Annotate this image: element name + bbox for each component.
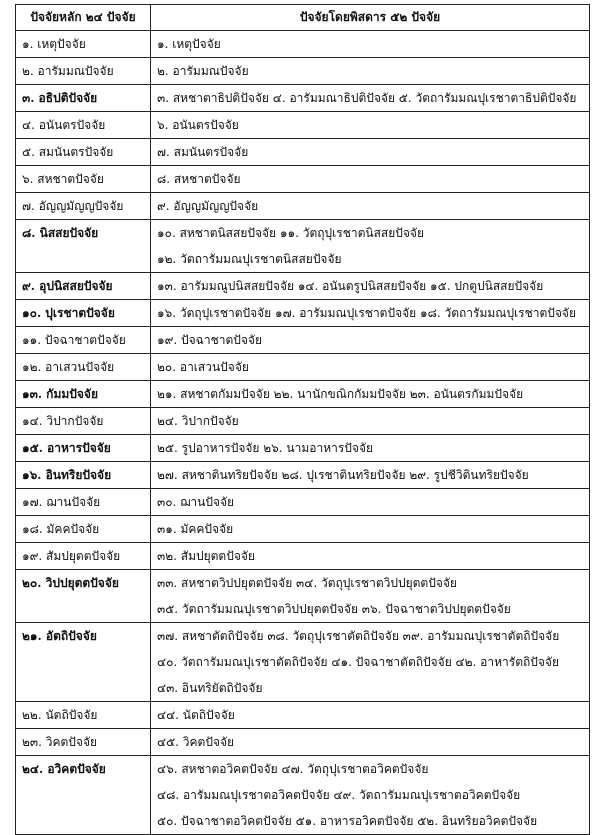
main-factor-cell: [16, 327, 151, 354]
detailed-factor-line: ๑๓. อารัมมณูปนิสสยปัจจัย ๑๔. อนันตรูปนิสสยปัจจัย ๑๕. ปกตูปนิสสยปัจจัย: [157, 279, 544, 293]
table-row: [16, 327, 590, 354]
table-row: [16, 435, 590, 462]
detailed-factor-line: ๑๒. วัตถารัมมณปุเรชาตนิสสยปัจจัย: [157, 252, 342, 266]
table-row: [16, 193, 590, 220]
main-factor-label: ๓. อธิปติปัจจัย: [22, 91, 98, 105]
main-factor-label: ๑๕. อาหารปัจจัย: [22, 441, 111, 455]
detailed-factor-line: ๒๗. สหชาตินทริยปัจจัย ๒๘. ปุเรชาตินทริยปัจจัย ๒๙. รูปชีวิตินทริยปัจจัย: [157, 468, 529, 482]
main-factor-label: ๙. อุปนิสสยปัจจัย: [22, 279, 113, 293]
main-factor-cell: [16, 435, 151, 462]
detailed-factors-cell: [151, 729, 590, 756]
detailed-factor-line: ๑๙. ปัจฉาชาตปัจจัย: [157, 333, 262, 347]
table-row: [16, 756, 590, 835]
detailed-factor-line: ๓๒. สัมปยุตตปัจจัย: [157, 549, 255, 563]
main-factor-cell: [16, 729, 151, 756]
detailed-factor-line: ๑๖. วัตถุปุเรชาตปัจจัย ๑๗. อารัมมณปุเรชาตปัจจัย ๑๘. วัตถารัมมณปุเรชาตปัจจัย: [157, 306, 576, 320]
main-factor-cell: [16, 112, 151, 139]
main-factor-label: ๑๓. กัมมปัจจัย: [22, 387, 98, 401]
main-factor-label: ๗. อัญญมัญญปัจจัย: [22, 199, 124, 213]
table-row: [16, 112, 590, 139]
main-factor-cell: [16, 273, 151, 300]
table-row: [16, 273, 590, 300]
table-row: [16, 623, 590, 702]
detailed-factor-line: ๓๓. สหชาตวิปปยุตตปัจจัย ๓๔. วัตถุปุเรชาตวิปปยุตตปัจจัย: [157, 576, 457, 590]
main-factor-label: ๑. เหตุปัจจัย: [22, 37, 86, 51]
main-factor-cell: [16, 381, 151, 408]
detailed-factor-line: ๔๓. อินทริยัตถิปัจจัย: [157, 681, 263, 695]
detailed-factors-cell: [151, 193, 590, 220]
detailed-factor-line: ๔๘. อารัมมณปุเรชาตอวิคตปัจจัย ๔๙. วัตถารัมมณปุเรชาตอวิคตปัจจัย: [157, 788, 521, 802]
detailed-factors-cell: [151, 327, 590, 354]
table-row: [16, 354, 590, 381]
detailed-factor-line: ๔๖. สหชาตอวิคตปัจจัย ๔๗. วัตถุปุเรชาตอวิคตปัจจัย: [157, 762, 429, 776]
paccaya-table: [15, 4, 590, 835]
detailed-factors-cell: [151, 85, 590, 112]
main-factor-label: ๒๔. อวิคตปัจจัย: [22, 762, 106, 776]
detailed-factors-cell: [151, 756, 590, 835]
detailed-factor-line: ๕๐. ปัจฉาชาตอวิคตปัจจัย ๕๑. อาหารอวิคตปัจจัย ๕๒. อินทริยอวิคตปัจจัย: [157, 814, 538, 828]
table-row: [16, 58, 590, 85]
detailed-factor-line: ๘. สหชาตปัจจัย: [157, 172, 241, 186]
detailed-factors-cell: [151, 543, 590, 570]
main-factor-label: ๑๔. วิปากปัจจัย: [22, 414, 104, 428]
detailed-factors-cell: [151, 408, 590, 435]
detailed-factor-line: ๓. สหชาตาธิปติปัจจัย ๔. อารัมมณาธิปติปัจจัย ๕. วัตถารัมมณปุเรชาตาธิปติปัจจัย: [157, 91, 577, 105]
detailed-factor-line: ๒๔. วิปากปัจจัย: [157, 414, 239, 428]
main-factor-cell: [16, 623, 151, 702]
detailed-factor-line: ๑๐. สหชาตนิสสยปัจจัย ๑๑. วัตถุปุเรชาตนิสสยปัจจัย: [157, 226, 424, 240]
detailed-factors-cell: [151, 354, 590, 381]
main-factor-label: ๔. อนันตรปัจจัย: [22, 118, 106, 132]
main-factor-cell: [16, 220, 151, 273]
table-row: [16, 220, 590, 273]
main-factor-cell: [16, 31, 151, 58]
main-factor-label: ๑๒. อาเสวนปัจจัย: [22, 360, 115, 374]
main-factor-cell: [16, 756, 151, 835]
detailed-factor-line: ๓๗. สหชาตัตถิปัจจัย ๓๘. วัตถุปุเรชาตัตถิปัจจัย ๓๙. อารัมมณปุเรชาตัตถิปัจจัย: [157, 629, 560, 643]
detailed-factor-line: ๑. เหตุปัจจัย: [157, 37, 221, 51]
header-row: [16, 5, 590, 31]
main-factor-cell: [16, 462, 151, 489]
main-factor-cell: [16, 543, 151, 570]
main-factor-cell: [16, 193, 151, 220]
detailed-factor-line: ๒๐. อาเสวนปัจจัย: [157, 360, 249, 374]
main-factor-label: ๑๑. ปัจฉาชาตปัจจัย: [22, 333, 126, 347]
table-body: [16, 31, 590, 835]
table-row: [16, 166, 590, 193]
table-row: [16, 381, 590, 408]
table-row: [16, 462, 590, 489]
detailed-factors-cell: [151, 435, 590, 462]
detailed-factors-cell: [151, 58, 590, 85]
main-factor-cell: [16, 570, 151, 623]
header-detailed-factors: ปัจจัยโดยพิสดาร ๕๒ ปัจจัย: [151, 5, 590, 31]
main-factor-cell: [16, 354, 151, 381]
table-row: [16, 516, 590, 543]
table-row: [16, 408, 590, 435]
detailed-factor-line: ๓๕. วัตถารัมมณปุเรชาตวิปปยุตตปัจจัย ๓๖. ปัจฉาชาตวิปปยุตตปัจจัย: [157, 602, 511, 616]
table-row: [16, 85, 590, 112]
detailed-factor-line: ๔๕. วิคตปัจจัย: [157, 735, 235, 749]
main-factor-cell: [16, 489, 151, 516]
detailed-factors-cell: [151, 300, 590, 327]
main-factor-label: ๑๐. ปุเรชาตปัจจัย: [22, 306, 115, 320]
main-factor-label: ๘. นิสสยปัจจัย: [22, 226, 99, 240]
detailed-factors-cell: [151, 273, 590, 300]
detailed-factors-cell: [151, 570, 590, 623]
table-row: [16, 31, 590, 58]
main-factor-cell: [16, 139, 151, 166]
detailed-factors-cell: [151, 31, 590, 58]
table-row: [16, 570, 590, 623]
detailed-factor-line: ๔๔. นัตถิปัจจัย: [157, 708, 235, 722]
main-factor-label: ๕. สมนันตรปัจจัย: [22, 145, 114, 159]
main-factor-cell: [16, 166, 151, 193]
main-factor-cell: [16, 58, 151, 85]
main-factor-cell: [16, 85, 151, 112]
main-factor-cell: [16, 516, 151, 543]
detailed-factor-line: ๒๑. สหชาตกัมมปัจจัย ๒๒. นานักขณิกกัมมปัจจัย ๒๓. อนันตรกัมมปัจจัย: [157, 387, 524, 401]
table-row: [16, 300, 590, 327]
detailed-factor-line: ๙. อัญญมัญญปัจจัย: [157, 199, 259, 213]
main-factor-cell: [16, 702, 151, 729]
detailed-factor-line: ๗. สมนันตรปัจจัย: [157, 145, 249, 159]
header-main-factors: ปัจจัยหลัก ๒๔ ปัจจัย: [16, 5, 151, 31]
detailed-factors-cell: [151, 220, 590, 273]
detailed-factor-line: ๓๑. มัคคปัจจัย: [157, 522, 234, 536]
table-row: [16, 543, 590, 570]
main-factor-cell: [16, 408, 151, 435]
main-factor-label: ๒๒. นัตถิปัจจัย: [22, 708, 98, 722]
detailed-factors-cell: [151, 516, 590, 543]
main-factor-label: ๑๖. อินทริยปัจจัย: [22, 468, 112, 482]
main-factor-label: ๒๑. อัตถิปัจจัย: [22, 629, 97, 643]
document-page: [15, 4, 589, 835]
table-row: [16, 729, 590, 756]
main-factor-cell: [16, 300, 151, 327]
table-header: [16, 5, 590, 31]
detailed-factor-line: ๔๐. วัตถารัมมณปุเรชาตัตถิปัจจัย ๔๑. ปัจฉาชาตัตถิปัจจัย ๔๒. อาหารัตถิปัจจัย: [157, 655, 559, 669]
detailed-factors-cell: [151, 381, 590, 408]
detailed-factors-cell: [151, 166, 590, 193]
detailed-factors-cell: [151, 702, 590, 729]
main-factor-label: ๑๙. สัมปยุตตปัจจัย: [22, 549, 121, 563]
detailed-factor-line: ๒. อารัมมณปัจจัย: [157, 64, 249, 78]
detailed-factor-line: ๖. อนันตรปัจจัย: [157, 118, 239, 132]
detailed-factors-cell: [151, 623, 590, 702]
table-row: [16, 702, 590, 729]
main-factor-label: ๒๓. วิคตปัจจัย: [22, 735, 98, 749]
main-factor-label: ๒. อารัมมณปัจจัย: [22, 64, 114, 78]
detailed-factor-line: ๓๐. ฌานปัจจัย: [157, 495, 235, 509]
detailed-factors-cell: [151, 139, 590, 166]
main-factor-label: ๖. สหชาตปัจจัย: [22, 172, 104, 186]
main-factor-label: ๑๘. มัคคปัจจัย: [22, 522, 100, 536]
detailed-factors-cell: [151, 112, 590, 139]
main-factor-label: ๑๗. ฌานปัจจัย: [22, 495, 101, 509]
detailed-factor-line: ๒๕. รูปอาหารปัจจัย ๒๖. นามอาหารปัจจัย: [157, 441, 374, 455]
main-factor-label: ๒๐. วิปปยุตตปัจจัย: [22, 576, 119, 590]
detailed-factors-cell: [151, 462, 590, 489]
detailed-factors-cell: [151, 489, 590, 516]
table-row: [16, 489, 590, 516]
table-row: [16, 139, 590, 166]
